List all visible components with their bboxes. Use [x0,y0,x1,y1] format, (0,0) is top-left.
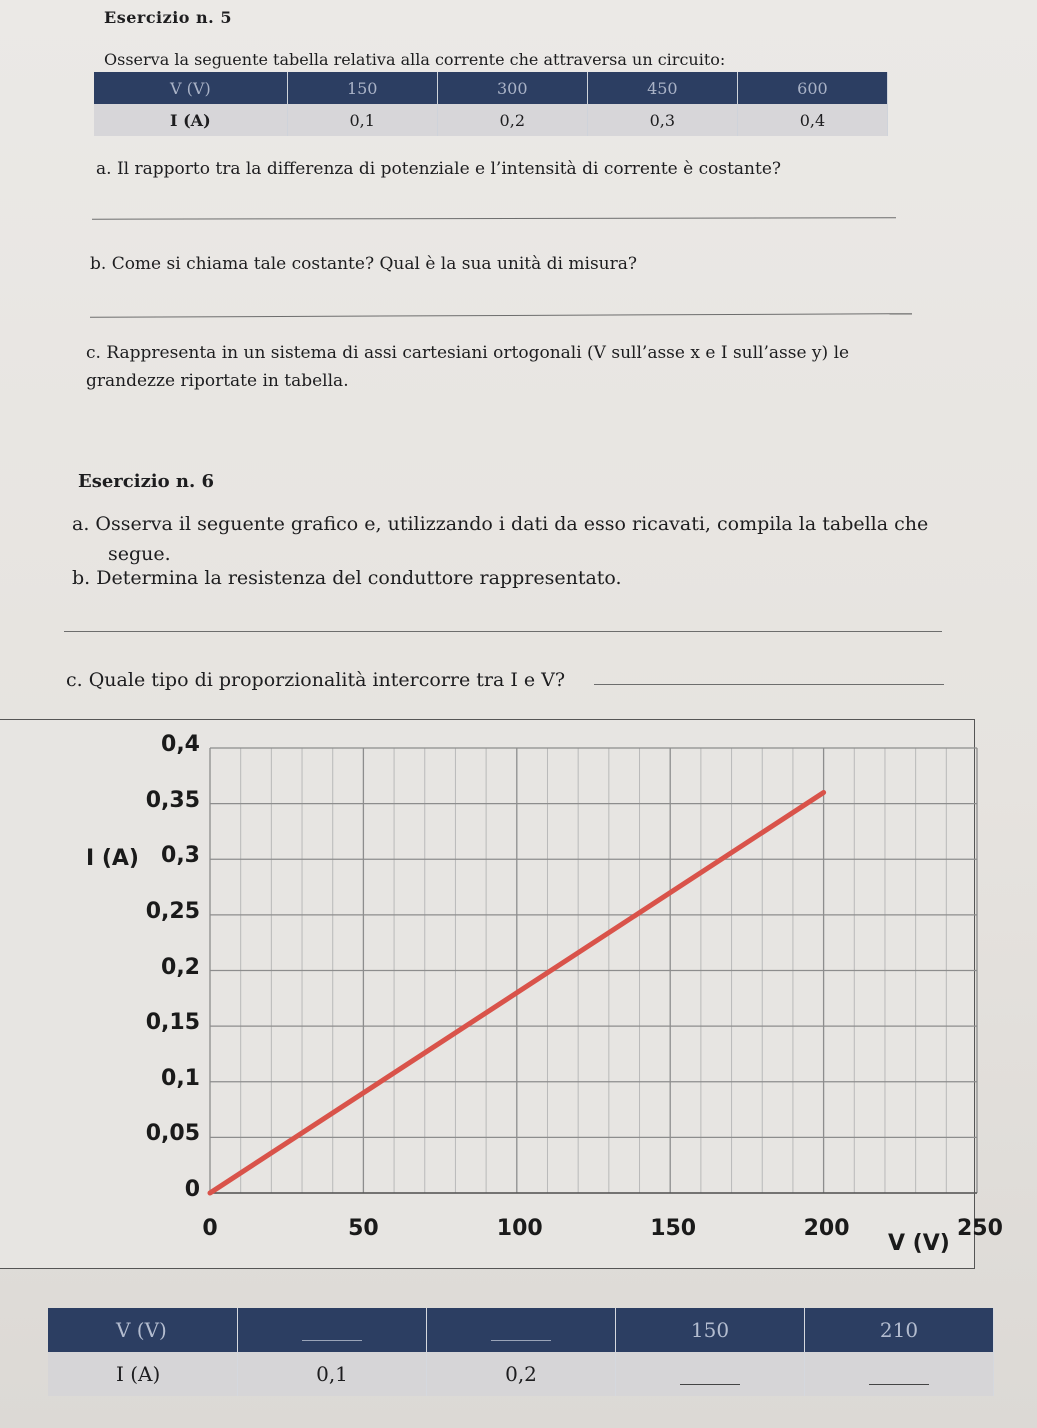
x-tick-label: 100 [496,1216,543,1241]
x-tick-label: 0 [202,1216,218,1241]
fill-blank[interactable] [491,1322,551,1341]
table-cell: 0,2 [427,1352,616,1396]
exercise6-question-a-line2: segue. [108,543,171,565]
y-tick-label: 0,4 [161,732,200,757]
fill-blank[interactable] [302,1322,362,1341]
y-tick-label: 0,05 [145,1121,200,1147]
table-cell: 300 [437,72,587,104]
table-cell: 0,4 [737,104,887,136]
y-tick-label: 0,2 [161,954,200,980]
fill-blank[interactable] [680,1366,740,1385]
table-cell: I (A) [94,104,287,136]
x-axis-label: V (V) [888,1231,950,1256]
table-cell: 150 [616,1308,805,1352]
exercise6-table [48,1308,994,1396]
x-tick-label: 250 [957,1216,1003,1241]
y-tick-label: 0,35 [145,787,200,813]
x-tick-label: 200 [803,1216,850,1241]
y-tick-label: 0,1 [161,1065,200,1091]
exercise6-question-a-line1: a. Osserva il seguente grafico e, utilizzando i dati da esso ricavati, compila la tabella che [72,513,929,535]
exercise5-title: Esercizio n. 5 [104,8,232,27]
exercise6-question-c: c. Quale tipo di proporzionalità intercorre tra I e V? [66,669,566,691]
table-cell: I (A) [48,1352,238,1396]
exercise5-question-c-line2: grandezze riportate in tabella. [86,371,349,391]
table-cell: V (V) [48,1308,238,1352]
fill-in-cell-v1[interactable] [238,1308,427,1352]
table-cell: V (V) [94,72,287,104]
fill-in-cell-i1[interactable] [616,1352,805,1396]
fill-in-cell-i2[interactable] [805,1352,994,1396]
table-cell: 450 [587,72,737,104]
x-tick-label: 150 [650,1216,697,1241]
table-cell: 210 [805,1308,994,1352]
table-cell: 150 [287,72,437,104]
table-cell: 0,2 [437,104,587,136]
table-cell: 0,1 [238,1352,427,1396]
exercise5-question-a: a. Il rapporto tra la differenza di potenziale e l’intensità di corrente è costante? [96,159,781,179]
exercise5-intro: Osserva la seguente tabella relativa alla corrente che attraversa un circuito: [104,50,726,69]
table-cell: 0,1 [287,104,437,136]
y-axis-label: I (A) [86,846,139,871]
exercise6-question-b: b. Determina la resistenza del conduttore rappresentato. [72,567,622,589]
y-tick-label: 0 [184,1177,200,1202]
y-tick-label: 0,25 [145,898,200,924]
table-cell: 0,3 [587,104,737,136]
exercise5-question-b: b. Come si chiama tale costante? Qual è la sua unità di misura? [90,254,638,274]
fill-in-cell-v2[interactable] [427,1308,616,1352]
exercise5-question-c-line1: c. Rappresenta in un sistema di assi cartesiani ortogonali (V sull’asse x e I sull’asse y) le [86,343,850,363]
y-tick-label: 0,3 [161,843,200,869]
exercise6-title: Esercizio n. 6 [78,471,215,492]
table-cell: 600 [737,72,887,104]
y-tick-label: 0,15 [145,1010,200,1036]
x-tick-label: 50 [348,1216,379,1241]
fill-blank[interactable] [869,1366,929,1385]
